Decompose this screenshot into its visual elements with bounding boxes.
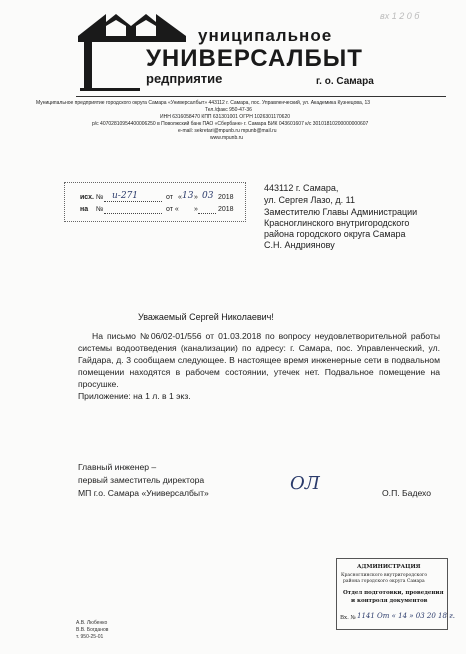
na-no: №	[96, 206, 104, 213]
stamp-incoming-handwritten: 1141 От « 14 » 03 20 18 г.	[357, 612, 455, 620]
org-name-line3: редприятие	[146, 71, 223, 86]
org-name-line2: УНИВЕРСАЛБЫТ	[146, 45, 363, 72]
day1-close: »	[194, 194, 198, 201]
incoming-mark: вх 1 2 0 б	[380, 11, 420, 21]
outgoing-reference-box	[64, 182, 246, 222]
requisites-line4: р/с 40702810954400006250 в Поволжский банк ПАО «Сбербанк» г. Самара БИК 043601607 к/с 30101810200000000607	[92, 121, 369, 127]
ish-label: исх.	[80, 194, 94, 201]
stamp-line4: Отдел подготовки, проведения	[343, 590, 444, 596]
handwritten-signature: ОЛ	[290, 473, 320, 494]
signer-title-line2: первый заместитель директора	[78, 475, 205, 485]
ot2-label: от «	[166, 206, 179, 213]
address-line1: 443112 г. Самара,	[264, 183, 339, 193]
requisites-line6: www.mpunb.ru	[210, 135, 244, 141]
day1-handwritten: 13	[182, 191, 194, 201]
org-name-line1: униципальное	[198, 26, 333, 45]
year1: 2018	[218, 194, 234, 201]
address-line5: района городского округа Самара	[264, 229, 406, 239]
ish-no: №	[96, 194, 104, 201]
greeting: Уважаемый Сергей Николаевич!	[138, 312, 274, 322]
signer-name: О.П. Бадехо	[382, 488, 432, 498]
signer-title-line3: МП г.о. Самара «Универсалбыт»	[78, 488, 209, 498]
ot1-label: от	[166, 194, 173, 201]
body-paragraph: На письмо №06/02-01/556 от 01.03.2018 по вопросу неудовлетворительной работы системы водоотведения (канализации) по адресу: г. Самара, пос. Управленческий, ул. Гайдара, д. 3 сообщаем следующее. В настоящее время инженерные сети в подвальном помещении находятся в рабочем состоянии, утечек нет. Подвальное помещение на просушке.	[78, 331, 440, 389]
address-line4: Красноглинского внутригородского	[264, 218, 410, 228]
address-line6: С.Н. Андриянову	[264, 240, 335, 250]
address-line3: Заместителю Главы Администрации	[264, 207, 418, 217]
stamp-line2: Красноглинского внутригородского	[341, 573, 428, 578]
stamp-incoming-label: Вх. №	[340, 615, 356, 621]
attachment-note: Приложение: на 1 л. в 1 экз.	[78, 391, 191, 401]
header-rule	[76, 96, 446, 97]
executor-line1: А.В. Любенко	[76, 620, 108, 626]
ot2-close: »	[194, 206, 198, 213]
stamp-line3: района городского округа Самара	[343, 579, 425, 584]
na-label: на	[80, 206, 89, 213]
requisites-line2: Тел./факс 950-47-36	[205, 107, 252, 113]
stamp-line1: АДМИНИСТРАЦИЯ	[357, 564, 421, 570]
executor-phone: т. 950-25-01	[76, 634, 104, 640]
ish-number-handwritten: и-271	[112, 191, 139, 201]
requisites-line5: e-mail: sekretari@mpunb.ru mpunb@mail.ru	[178, 128, 277, 134]
stamp-line5: и контроля документов	[351, 598, 428, 604]
address-line2: ул. Сергея Лазо, д. 11	[264, 195, 355, 205]
signer-title-line1: Главный инженер –	[78, 462, 157, 472]
requisites-line3: ИНН 6316058470 КПП 631301001 ОГРН 1026301170620	[160, 114, 291, 120]
month1-handwritten: 03	[202, 191, 214, 201]
executor-line2: В.В. Богданов	[76, 627, 109, 633]
requisites-line1: Муниципальное предприятие городского округа Самара «Универсалбыт» 443112 г. Самара, пос. Управленческий, ул. Академика Кузнецова, 13	[36, 100, 371, 106]
registration-stamp	[336, 558, 455, 630]
letter-body	[78, 330, 440, 402]
org-city: г. о. Самара	[316, 76, 374, 87]
day1-open: «	[178, 194, 182, 201]
year2: 2018	[218, 206, 234, 213]
